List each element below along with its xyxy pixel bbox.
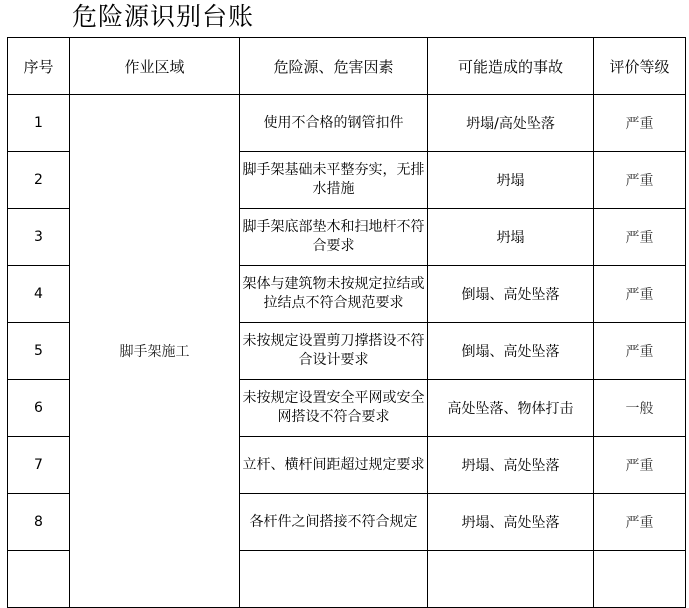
header-hazard: 危险源、危害因素	[240, 38, 428, 95]
row-level: 一般	[594, 380, 686, 437]
row-level: 严重	[594, 437, 686, 494]
row-seq: 8	[8, 494, 70, 551]
row-hazard: 立杆、横杆间距超过规定要求	[240, 437, 428, 494]
row-seq: 4	[8, 266, 70, 323]
row-hazard: 未按规定设置安全平网或安全网搭设不符合要求	[240, 380, 428, 437]
table-header-row	[8, 38, 686, 95]
row-seq: 2	[8, 152, 70, 209]
row-level: 严重	[594, 494, 686, 551]
header-area: 作业区域	[70, 38, 240, 95]
page-title: 危险源识别台账	[72, 2, 255, 31]
row-accident: 坍塌、高处坠落	[428, 437, 594, 494]
row-level: 严重	[594, 95, 686, 152]
row-accident: 坍塌、高处坠落	[428, 494, 594, 551]
row-hazard: 脚手架底部垫木和扫地杆不符合要求	[240, 209, 428, 266]
header-level: 评价等级	[594, 38, 686, 95]
row-seq: 1	[8, 95, 70, 152]
row-level: 严重	[594, 152, 686, 209]
row-accident: 倒塌、高处坠落	[428, 323, 594, 380]
row-level: 严重	[594, 266, 686, 323]
row-seq: 6	[8, 380, 70, 437]
row-accident: 高处坠落、物体打击	[428, 380, 594, 437]
header-seq: 序号	[8, 38, 70, 95]
row-hazard: 架体与建筑物未按规定拉结或拉结点不符合规范要求	[240, 266, 428, 323]
row-seq: 5	[8, 323, 70, 380]
header-accident: 可能造成的事故	[428, 38, 594, 95]
area-cell: 脚手架施工	[70, 95, 240, 608]
row-level: 严重	[594, 323, 686, 380]
row-accident: 倒塌、高处坠落	[428, 266, 594, 323]
row-accident: 坍塌/高处坠落	[428, 95, 594, 152]
row-level: 严重	[594, 209, 686, 266]
row-level-empty	[594, 551, 686, 608]
row-hazard: 脚手架基础未平整夯实，无排水措施	[240, 152, 428, 209]
row-accident-empty	[428, 551, 594, 608]
hazard-ledger-table	[7, 37, 686, 608]
row-accident: 坍塌	[428, 209, 594, 266]
row-hazard: 未按规定设置剪刀撑搭设不符合设计要求	[240, 323, 428, 380]
row-accident: 坍塌	[428, 152, 594, 209]
row-seq-empty	[8, 551, 70, 608]
row-seq: 7	[8, 437, 70, 494]
row-hazard: 使用不合格的钢管扣件	[240, 95, 428, 152]
table-row	[8, 95, 686, 152]
row-hazard: 各杆件之间搭接不符合规定	[240, 494, 428, 551]
row-seq: 3	[8, 209, 70, 266]
row-hazard-empty	[240, 551, 428, 608]
